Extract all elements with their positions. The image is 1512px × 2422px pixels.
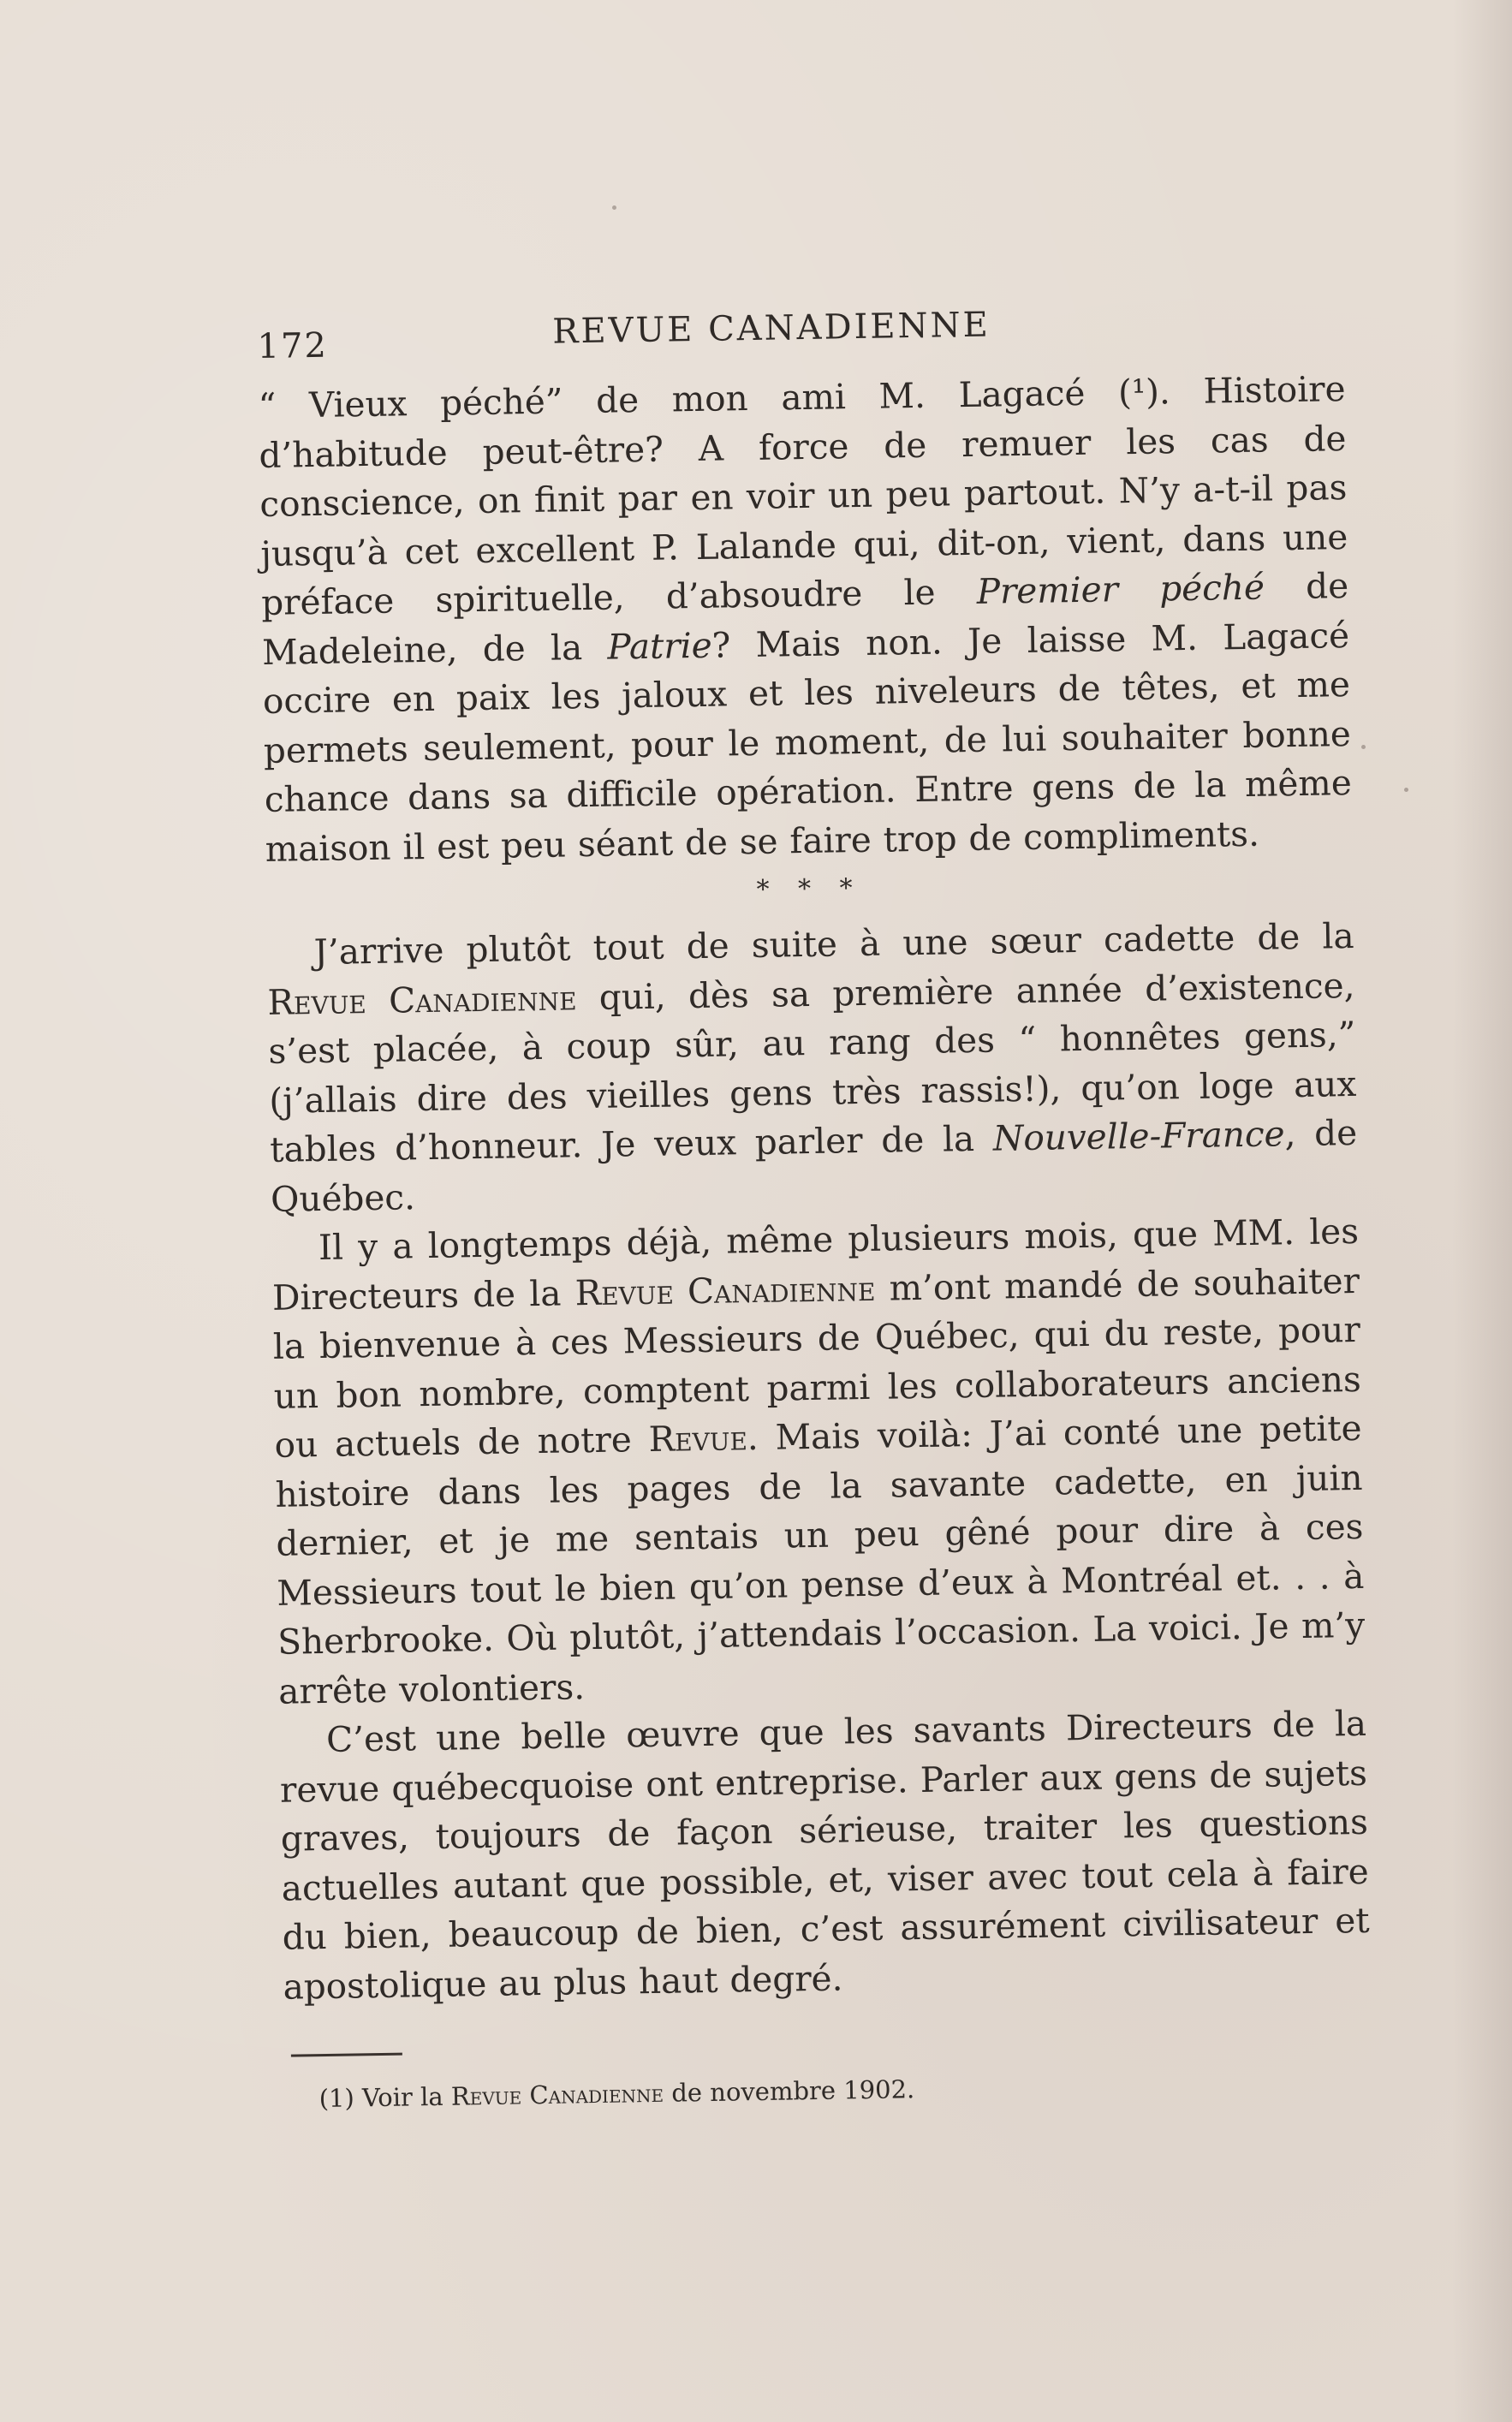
paragraph-3-text-end: . Mais voilà: J’ai conté une petite histoire dans les pages de la savante cadette, en juin dernier, et je me sentais un peu gêné pour dire à ces Messieurs tout le bien qu’on pense d’eux à Montréal et. . . à Sherbrooke. Où plutôt, j’attendais l’occasion. La voici. Je m’y arrête volontiers. [275, 1407, 1366, 1712]
paragraph-2-text: J’arrive plutôt tout de suite à une sœur cadette de la [313, 914, 1354, 973]
section-separator: * * * [756, 872, 863, 905]
paragraph-2-text-mid: qui, dès sa première année d’existence, s’est placée, à coup sûr, au rang des “ honnêtes gens,” (j’allais dire des vieilles gens très rassis!), qu’on loge aux tables d’honneur. Je veux parler de la [268, 964, 1357, 1170]
footnote-rule [291, 2053, 402, 2057]
page-edge-shadow [1452, 0, 1512, 2422]
footnote [318, 2065, 1372, 2116]
paper-speck [612, 205, 616, 210]
small-caps-revue: Revue [648, 1417, 748, 1460]
paper-speck [1404, 788, 1408, 792]
text-block [257, 300, 1372, 2141]
running-head [257, 300, 1345, 368]
paragraph-1-text-mid: de Madeleine, de la [261, 565, 1349, 673]
paragraph-2-text-end: , de Québec. [270, 1111, 1358, 1220]
italic-title-premier-peche: Premier péché [976, 566, 1265, 612]
italic-title-patrie: Patrie [607, 624, 712, 668]
paragraph-1 [258, 365, 1353, 874]
paragraph-1-text: “ Vieux péché” de mon ami M. Lagacé (¹). Histoire d’habitude peut-être? A force de remuer les cas de conscience, on finit par en voir un peu partout. N’y a-t-il pas jusqu’à cet excellent P. Lalande qui, dit-on, vient, dans une préface spirituelle, d’absoudre le [258, 368, 1348, 623]
small-caps-revue-canadienne: Revue Canadienne [267, 976, 577, 1023]
paper-speck [1361, 745, 1366, 749]
paragraph-2 [266, 912, 1358, 1224]
paragraph-3-text: Il y a longtemps déjà, même plusieurs mois, que MM. les Directeurs de la [271, 1210, 1360, 1318]
footnote-text: (1) Voir la [318, 2081, 452, 2114]
paragraph-4: C’est une belle œuvre que les savants Directeurs de la revue québecquoise ont entreprise. Parler aux gens de sujets graves, toujours de façon sérieuse, traiter les questions actuelles autant que possible, et, viser avec tout cela à faire du bien, beaucoup de bien, c’est assurément civilisateur et apostolique au plus haut degré. [279, 1702, 1370, 2008]
italic-title-nouvelle-france: Nouvelle-France [992, 1113, 1285, 1159]
paragraph-3-text-mid: m’ont mandé de souhaiter la bienvenue à ces Messieurs de Québec, qui du reste, pour un bon nombre, comptent parmi les collaborateurs anciens ou actuels de notre [272, 1259, 1362, 1466]
page-number: 172 [257, 325, 329, 366]
paragraph-1-text-end: ? Mais non. Je laisse M. Lagacé occire en paix les jaloux et les niveleurs de têtes, et me permets seulement, pour le moment, de lui souhaiter bonne chance dans sa difficile opération. Entre gens de la même maison il est peu séant de se faire trop de compliments. [262, 614, 1353, 870]
small-caps-revue-canadienne: Revue Canadienne [574, 1267, 876, 1313]
footnote-text-end: de novembre 1902. [663, 2074, 915, 2108]
footnote-small-caps: Revue Canadienne [450, 2078, 664, 2111]
paragraph-3 [271, 1207, 1366, 1717]
journal-title: REVUE CANADIENNE [551, 305, 991, 352]
